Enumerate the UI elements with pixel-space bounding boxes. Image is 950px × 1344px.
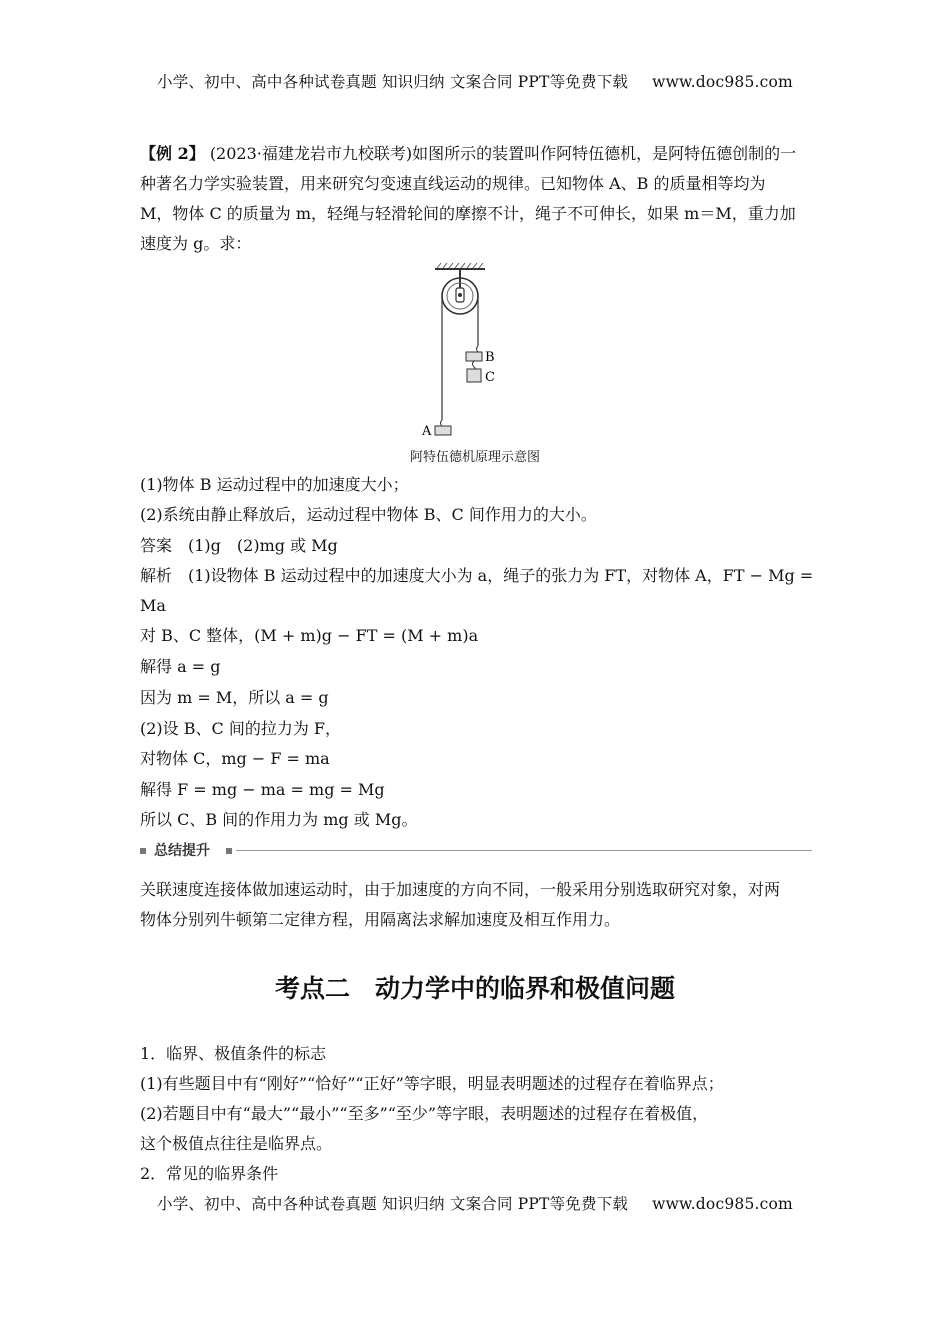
label-c: C xyxy=(485,370,495,385)
analysis-line-6: (2)设 B、C 间的拉力为 F， xyxy=(140,719,342,738)
pulley-axle xyxy=(458,293,462,297)
summary-line-2: 物体分别列牛顿第二定律方程，用隔离法求解加速度及相互作用力。 xyxy=(140,910,621,929)
footer-text: 小学、初中、高中各种试卷真题 知识归纳 文案合同 PPT等免费下载 xyxy=(157,1195,629,1213)
label-b: B xyxy=(485,350,495,365)
atwood-machine-figure xyxy=(415,262,535,447)
section-line-1: 1．临界、极值条件的标志 xyxy=(140,1044,327,1063)
header-url[interactable]: www.doc985.com xyxy=(652,73,793,91)
block-a xyxy=(435,426,451,435)
hook-a xyxy=(441,420,443,426)
analysis-line-3: 对 B、C 整体，(M + m)g − FT = (M + m)a xyxy=(140,626,479,645)
analysis-line-9: 所以 C、B 间的作用力为 mg 或 Mg。 xyxy=(140,810,418,829)
page-header xyxy=(0,70,950,92)
summary-rule xyxy=(236,850,812,851)
summary-square-right xyxy=(226,848,232,854)
analysis-line-2: Ma xyxy=(140,596,166,615)
example-line-3: M，物体 C 的质量为 m，轻绳与轻滑轮间的摩擦不计，绳子不可伸长，如果 m＝M，重力加 xyxy=(140,204,796,223)
example-line-1 xyxy=(140,143,812,165)
analysis-line-8: 解得 F = mg − ma = mg = Mg xyxy=(140,780,385,799)
section-line-3: (2)若题目中有“最大”“最小”“至多”“至少”等字眼，表明题述的过程存在着极值， xyxy=(140,1104,709,1123)
section-line-5: 2．常见的临界条件 xyxy=(140,1164,279,1183)
analysis-line-5: 因为 m = M，所以 a = g xyxy=(140,688,329,707)
question-2: (2)系统由静止释放后，运动过程中物体 B、C 间作用力的大小。 xyxy=(140,505,597,524)
figure-caption: 阿特伍德机原理示意图 xyxy=(409,450,540,465)
analysis-line-1: 解析 (1)设物体 B 运动过程中的加速度大小为 a，绳子的张力为 FT，对物体 A，FT − Mg = xyxy=(140,566,814,585)
example-line-2: 种著名力学实验装置，用来研究匀变速直线运动的规律。已知物体 A、B 的质量相等均为 xyxy=(140,174,766,193)
summary-square-left xyxy=(140,848,146,854)
example-line-4: 速度为 g。求： xyxy=(140,234,252,253)
block-c xyxy=(467,369,481,382)
summary-divider xyxy=(140,843,812,859)
summary-line-1: 关联速度连接体做加速运动时，由于加速度的方向不同，一般采用分别选取研究对象，对两 xyxy=(140,880,781,899)
section-line-2: (1)有些题目中有“刚好”“恰好”“正好”等字眼，明显表明题述的过程存在着临界点； xyxy=(140,1074,724,1093)
analysis-line-4: 解得 a = g xyxy=(140,657,221,676)
ceiling-hatch xyxy=(437,263,483,268)
summary-label: 总结提升 xyxy=(154,843,210,859)
section-title: 考点二 动力学中的临界和极值问题 xyxy=(274,974,675,1003)
answer: 答案 (1)g (2)mg 或 Mg xyxy=(140,536,338,555)
page-footer xyxy=(0,1192,950,1214)
block-b xyxy=(466,352,482,361)
label-a: A xyxy=(422,424,432,439)
hook-b xyxy=(477,346,479,352)
footer-url[interactable]: www.doc985.com xyxy=(652,1195,793,1213)
question-1: (1)物体 B 运动过程中的加速度大小； xyxy=(140,475,409,494)
analysis-line-7: 对物体 C，mg − F = ma xyxy=(140,749,330,768)
section-line-4: 这个极值点往往是临界点。 xyxy=(140,1134,333,1153)
header-text: 小学、初中、高中各种试卷真题 知识归纳 文案合同 PPT等免费下载 xyxy=(157,73,629,91)
example-tag: 【例 2】 xyxy=(140,144,205,163)
example-text-1: (2023·福建龙岩市九校联考)如图所示的装置叫作阿特伍德机，是阿特伍德创制的一 xyxy=(209,144,797,163)
